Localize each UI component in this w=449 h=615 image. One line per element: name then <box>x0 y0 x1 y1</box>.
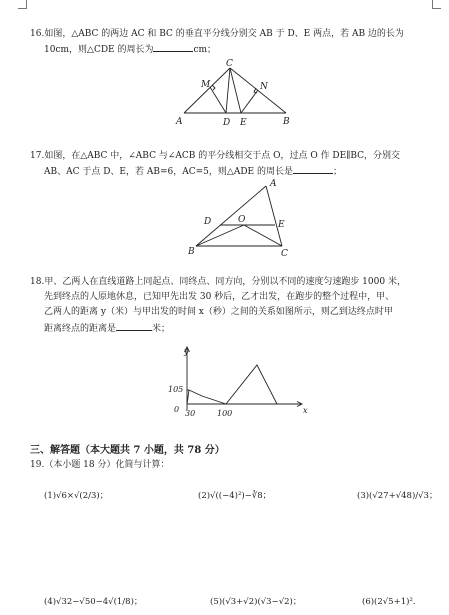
q16-unit: cm； <box>193 45 217 55</box>
q19-item-5-num: (5) <box>210 597 223 607</box>
q17-label-o: O <box>238 215 246 225</box>
q17-side-ac <box>266 186 282 246</box>
q19-item-5 <box>210 596 301 608</box>
q18-unit: 米； <box>152 324 171 334</box>
q19-item-6-num: (6) <box>362 597 375 607</box>
q16-bisector-ne <box>241 90 258 113</box>
q16-segment-cd <box>226 68 230 113</box>
section-3-heading: 三、解答题（本大题共 7 小题，共 78 分） <box>30 445 225 456</box>
q18-tick-30: 30 <box>185 409 196 418</box>
q19-item-6-expr: (2√5+1)². <box>374 597 416 607</box>
q17-bisector-bo <box>196 225 244 246</box>
q19-item-4 <box>44 596 142 608</box>
q16-line-2 <box>44 42 216 56</box>
corner-mark-top-right <box>432 0 441 9</box>
q18-y-axis-label: y <box>184 347 189 356</box>
q19-title: 19.（本小题 18 分）化简与计算： <box>30 460 170 470</box>
q17-bisector-co <box>244 225 282 246</box>
q18-tick-105: 105 <box>168 385 184 394</box>
q18-line-1: 18.甲、乙两人在直线道路上同起点、同终点、同方向，分别以不同的速度匀速跑步 1000 米， <box>30 277 406 287</box>
corner-mark-top-left <box>18 0 27 9</box>
q17-line-2 <box>44 164 342 178</box>
q19-item-1-num: (1) <box>44 491 57 501</box>
q16-label-c: C <box>226 59 233 69</box>
q19-item-1 <box>44 490 108 502</box>
q19-item-1-expr: √6×√(2/3)； <box>56 491 109 501</box>
q16-label-a: A <box>176 117 183 127</box>
q17-answer-blank[interactable] <box>293 164 333 174</box>
q17-line-1: 17.如图，在△ABC 中，∠ABC 与∠ACB 的平分线相交于点 O，过点 O 作 DE∥BC，分别交 <box>30 151 401 161</box>
q17-label-a: A <box>270 179 277 189</box>
q16-label-d: D <box>223 118 231 128</box>
q17-label-c: C <box>281 249 288 258</box>
q16-label-b: B <box>283 117 290 127</box>
q18-distance-line <box>187 365 277 404</box>
q19-item-5-expr: (√3+√2)(√3−√2)； <box>222 597 302 607</box>
q19-item-2-expr: √((−4)²)−∛8； <box>210 491 272 501</box>
q19-item-2 <box>198 490 271 502</box>
q19-item-3-expr: (√27+√48)/√3； <box>369 491 438 501</box>
q16-triangle-figure <box>170 58 300 130</box>
q16-bisector-md <box>210 87 226 113</box>
q18-x-axis-label: x <box>303 406 308 415</box>
q16-label-m: M <box>201 80 211 90</box>
q19-item-4-num: (4) <box>44 597 57 607</box>
q16-side-ac <box>184 68 230 113</box>
q16-label-e: E <box>240 118 247 128</box>
q19-item-2-num: (2) <box>198 491 211 501</box>
q19-item-3-num: (3) <box>357 491 370 501</box>
q16-label-n: N <box>260 82 268 92</box>
q17-end: ； <box>332 167 342 177</box>
q19-item-4-expr: √32−√50−4√(1/8)； <box>56 597 143 607</box>
q17-label-e: E <box>278 220 285 230</box>
q18-origin-label: 0 <box>174 405 180 414</box>
q16-segment-ce <box>230 68 241 113</box>
q17-triangle-figure <box>186 178 296 258</box>
q16-line-2-text: 10cm，则△CDE 的周长为 <box>44 45 154 55</box>
q16-right-angle-m <box>212 85 215 90</box>
q16-answer-blank[interactable] <box>153 42 193 52</box>
q19-item-3 <box>357 490 437 502</box>
q17-side-ab <box>196 186 266 246</box>
q17-label-b: B <box>188 247 195 257</box>
q18-line-4 <box>44 321 170 335</box>
q17-line-2-text: AB、AC 于点 D、E，若 AB=6，AC=5，则△ADE 的周长是 <box>44 167 293 177</box>
q18-line-4-text: 距离终点的距离是 <box>44 324 117 334</box>
q17-label-d: D <box>204 217 212 227</box>
q18-line-3: 乙两人的距离 y（米）与甲出发的时间 x（秒）之间的关系如图所示，则乙到达终点时甲 <box>44 307 393 317</box>
q18-tick-100: 100 <box>217 409 233 418</box>
q19-item-6 <box>362 596 416 608</box>
q16-line-1: 16.如图，△ABC 的两边 AC 和 BC 的垂直平分线分别交 AB 于 D、E 两点，若 AB 边的长为 <box>30 29 404 39</box>
q18-answer-blank[interactable] <box>116 321 152 331</box>
q18-line-2: 先到终点的人原地休息，已知甲先出发 30 秒后，乙才出发，在跑步的整个过程中，甲、 <box>44 292 395 302</box>
q18-distance-graph <box>165 342 315 422</box>
